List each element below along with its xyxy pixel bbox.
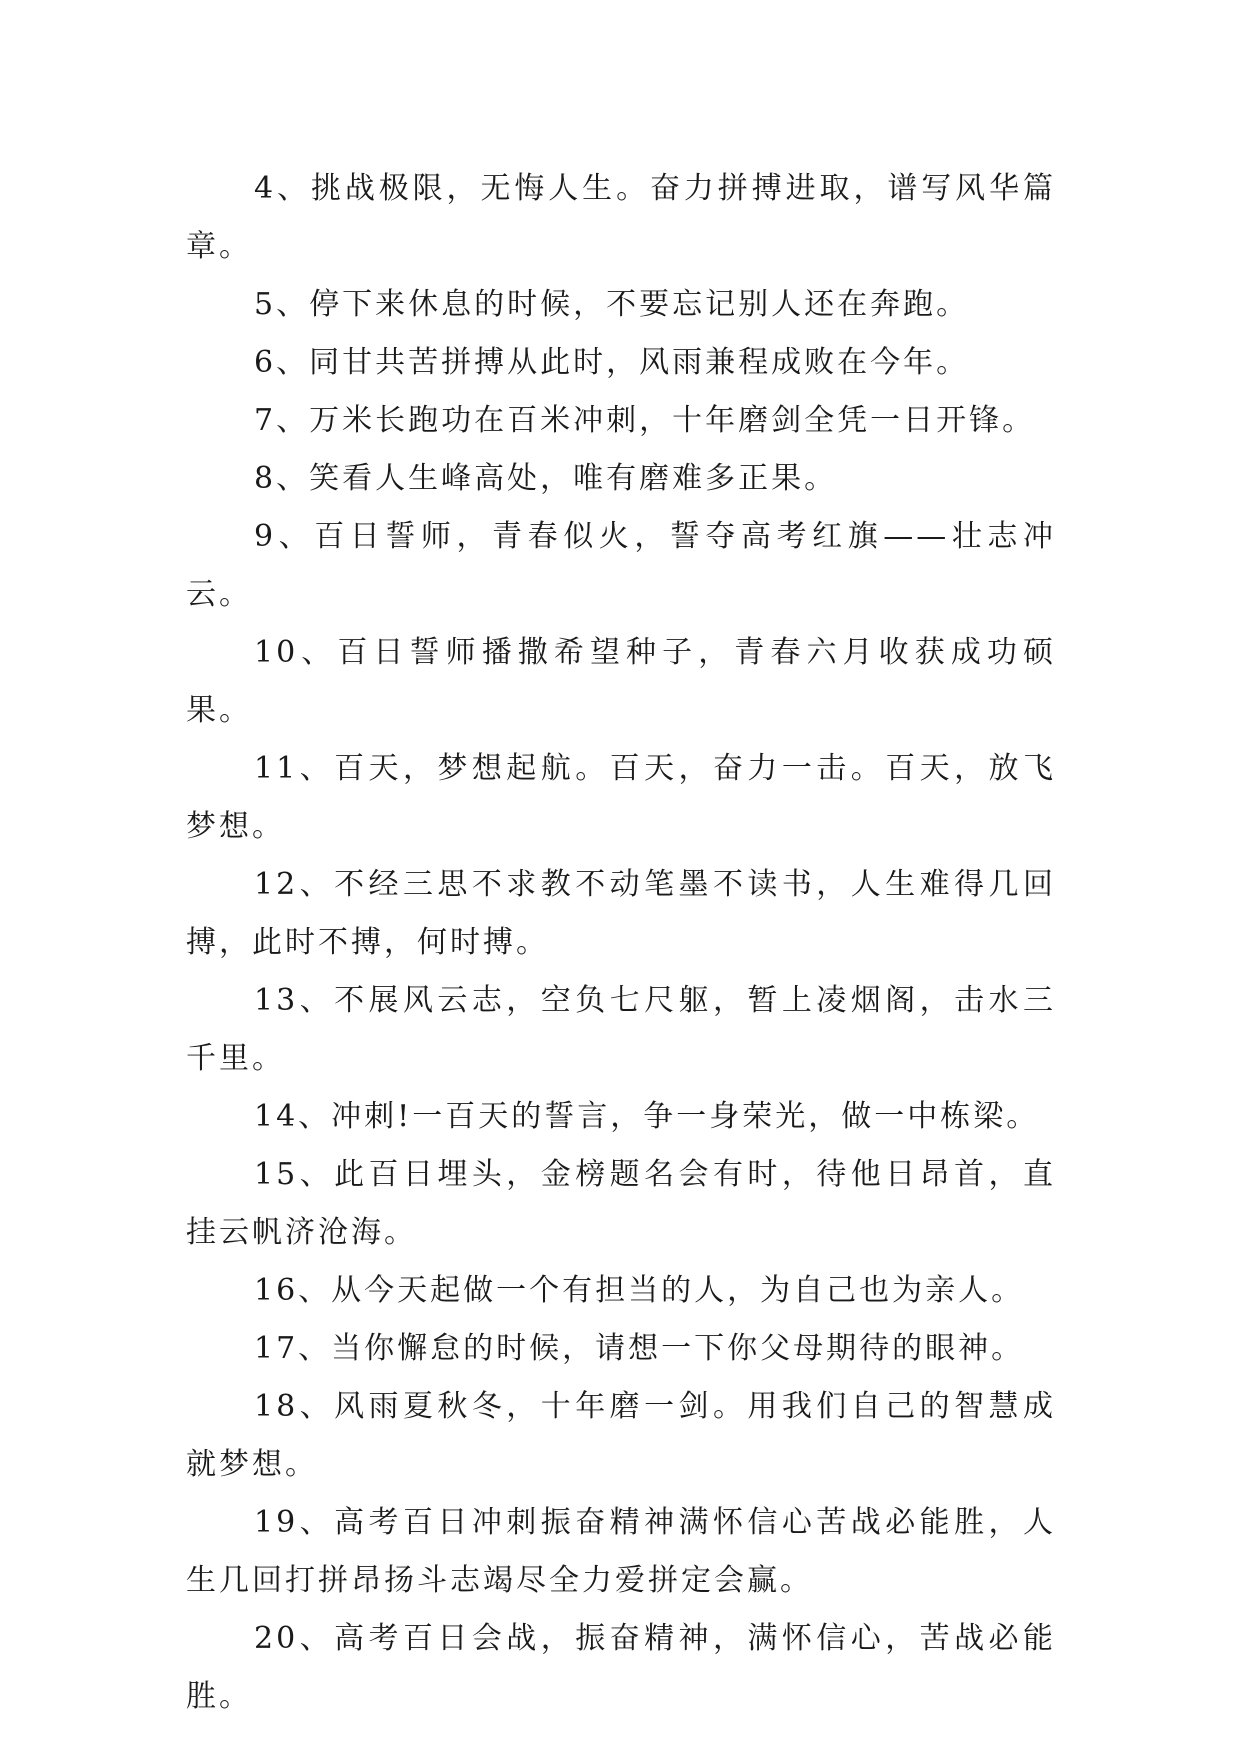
document-body <box>186 160 1056 1726</box>
paragraph-16: 16、从今天起做一个有担当的人，为自己也为亲人。 <box>254 1273 1025 1308</box>
paragraph-13: 13、不展风云志，空负七尺躯，暂上凌烟阁，击水三千里。 <box>186 983 1056 1076</box>
paragraph-18: 18、风雨夏秋冬，十年磨一剑。用我们自己的智慧成就梦想。 <box>186 1389 1056 1482</box>
paragraph-4: 4、挑战极限，无悔人生。奋力拼搏进取，谱写风华篇章。 <box>186 171 1056 264</box>
paragraph-10: 10、百日誓师播撒希望种子，青春六月收获成功硕果。 <box>186 635 1056 728</box>
paragraph-6: 6、同甘共苦拼搏从此时，风雨兼程成败在今年。 <box>254 345 970 380</box>
paragraph-8: 8、笑看人生峰高处，唯有磨难多正果。 <box>254 461 838 496</box>
paragraph-17: 17、当你懈怠的时候，请想一下你父母期待的眼神。 <box>254 1331 1025 1366</box>
paragraph-20: 20、高考百日会战，振奋精神，满怀信心，苦战必能胜。 <box>186 1621 1056 1714</box>
paragraph-19: 19、高考百日冲刺振奋精神满怀信心苦战必能胜，人生几回打拼昂扬斗志竭尽全力爱拼定会赢。 <box>186 1505 1056 1598</box>
paragraph-14: 14、冲刺!一百天的誓言，争一身荣光，做一中栋梁。 <box>254 1099 1040 1134</box>
paragraph-9: 9、百日誓师，青春似火，誓夺高考红旗——壮志冲云。 <box>186 519 1056 612</box>
paragraph-11: 11、百天，梦想起航。百天，奋力一击。百天，放飞梦想。 <box>186 751 1056 844</box>
paragraph-5: 5、停下来休息的时候，不要忘记别人还在奔跑。 <box>254 287 970 322</box>
paragraph-12: 12、不经三思不求教不动笔墨不读书，人生难得几回搏，此时不搏，何时搏。 <box>186 867 1056 960</box>
paragraph-15: 15、此百日埋头，金榜题名会有时，待他日昂首，直挂云帆济沧海。 <box>186 1157 1056 1250</box>
paragraph-7: 7、万米长跑功在百米冲刺，十年磨剑全凭一日开锋。 <box>254 403 1036 438</box>
